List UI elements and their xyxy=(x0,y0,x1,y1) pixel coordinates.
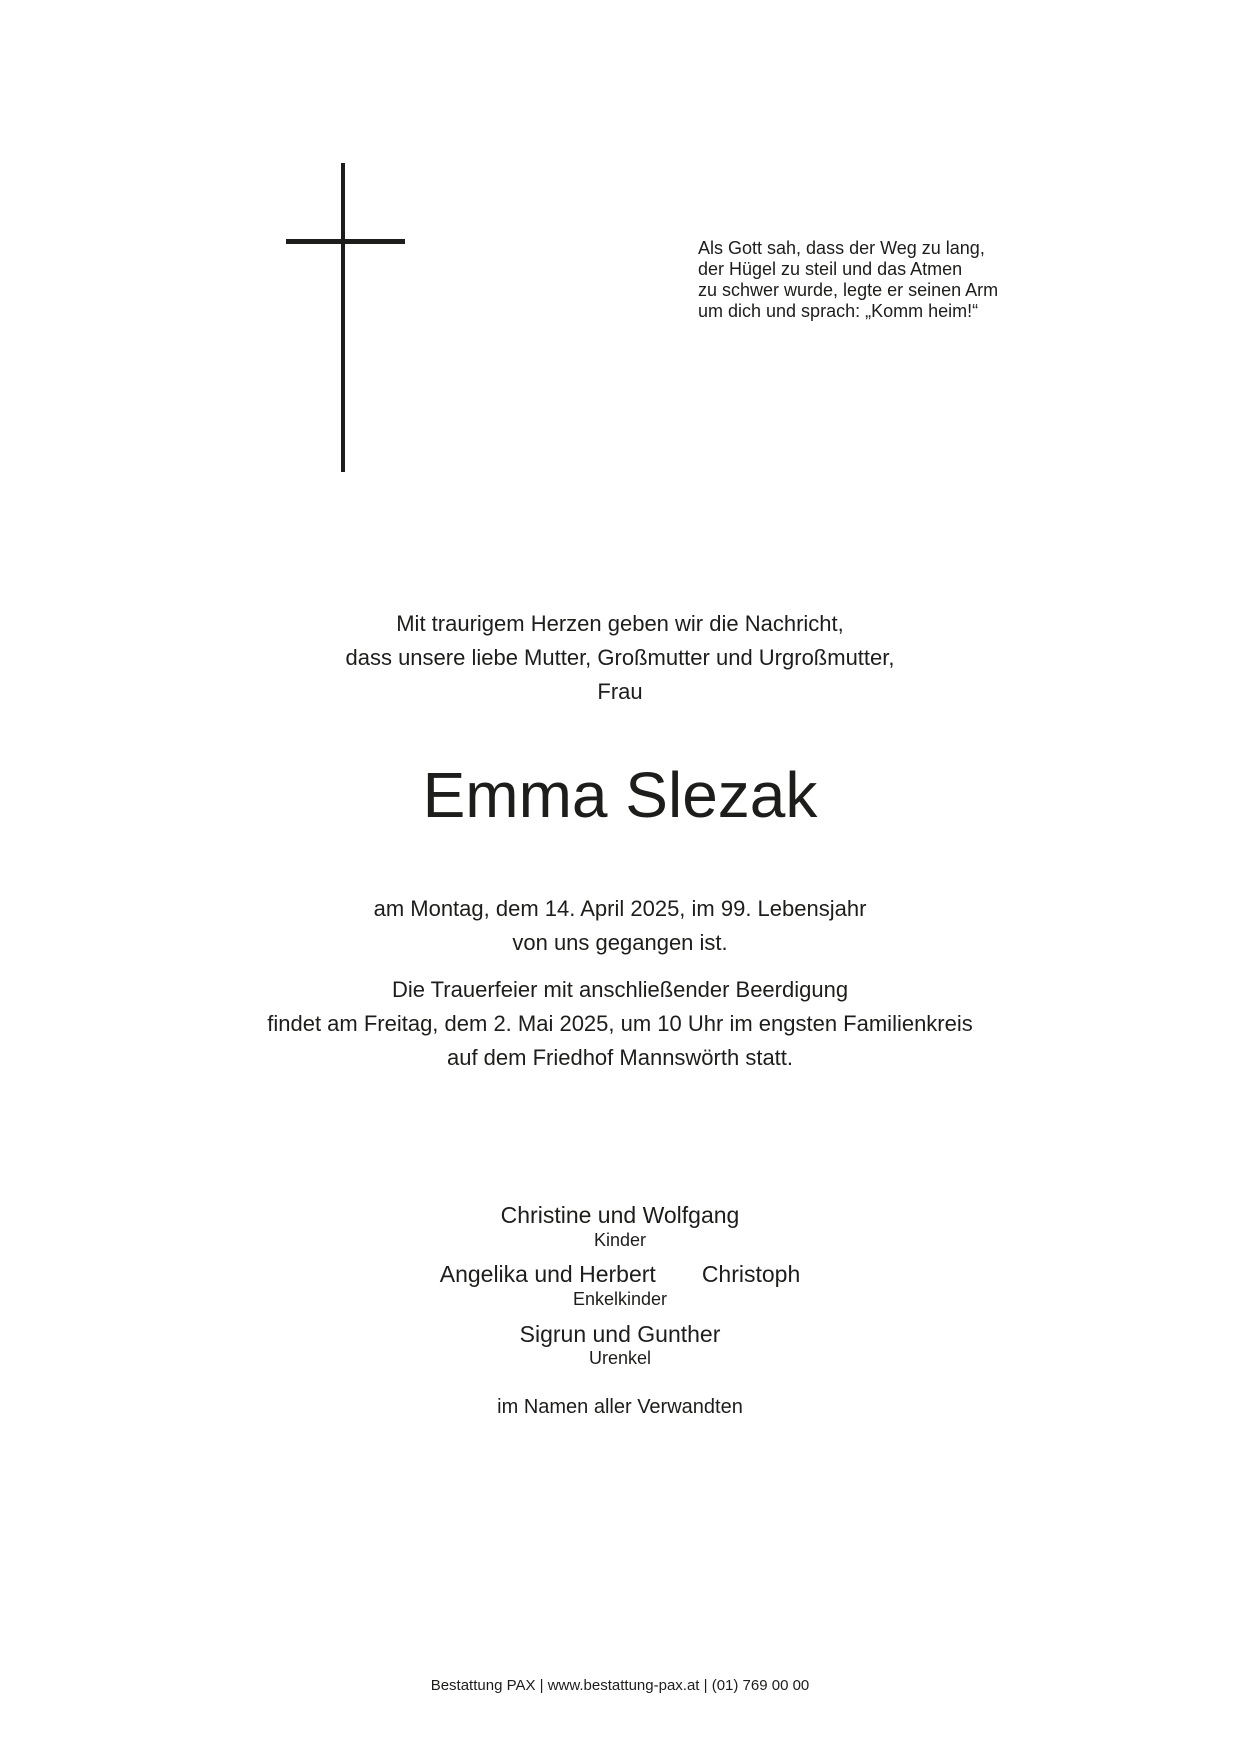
mourner-relation-great-grandchildren: Urenkel xyxy=(588,1348,652,1368)
mourner-relation-children: Kinder xyxy=(593,1230,647,1250)
quote-line-4: um dich und sprach: „Komm heim!“ xyxy=(698,301,979,321)
memorial-quote xyxy=(698,238,998,322)
quote-line-2: der Hügel zu steil und das Atmen xyxy=(698,259,963,279)
closing-line: im Namen aller Verwandten xyxy=(497,1396,743,1418)
death-info xyxy=(0,892,1240,960)
mourner-names-great-grandchildren: Sigrun und Gunther xyxy=(519,1321,721,1347)
funeral-info-line-1: Die Trauerfeier mit anschließender Beerdigung xyxy=(391,977,849,1002)
quote-line-3: zu schwer wurde, legte er seinen Arm xyxy=(698,280,999,300)
death-info-line-2: von uns gegangen ist. xyxy=(512,930,728,955)
death-info-line-1: am Montag, dem 14. April 2025, im 99. Lebensjahr xyxy=(373,896,867,921)
mourner-relation-grandchildren: Enkelkinder xyxy=(572,1289,668,1309)
mourner-names-grandchildren xyxy=(0,1257,1240,1291)
mourner-names-grandchildren-right: Christoph xyxy=(701,1261,801,1287)
funeral-info-line-3: auf dem Friedhof Mannswörth statt. xyxy=(446,1045,794,1070)
funeral-home-footer: Bestattung PAX | www.bestattung-pax.at | (01) 769 00 00 xyxy=(430,1677,810,1694)
funeral-info xyxy=(0,973,1240,1075)
deceased-name: Emma Slezak xyxy=(422,759,818,831)
mourner-names-children: Christine und Wolfgang xyxy=(500,1202,740,1228)
announcement-text xyxy=(0,607,1240,709)
announcement-line-3: Frau xyxy=(597,679,643,704)
cross-vertical-bar xyxy=(341,163,345,472)
announcement-line-2: dass unsere liebe Mutter, Großmutter und Urgroßmutter, xyxy=(345,645,895,670)
mourner-names-grandchildren-left: Angelika und Herbert xyxy=(439,1261,656,1287)
quote-line-1: Als Gott sah, dass der Weg zu lang, xyxy=(698,238,985,258)
announcement-line-1: Mit traurigem Herzen geben wir die Nachricht, xyxy=(396,611,844,636)
cross-horizontal-bar xyxy=(286,239,405,244)
funeral-info-line-2: findet am Freitag, dem 2. Mai 2025, um 10 Uhr im engsten Familienkreis xyxy=(267,1011,973,1036)
